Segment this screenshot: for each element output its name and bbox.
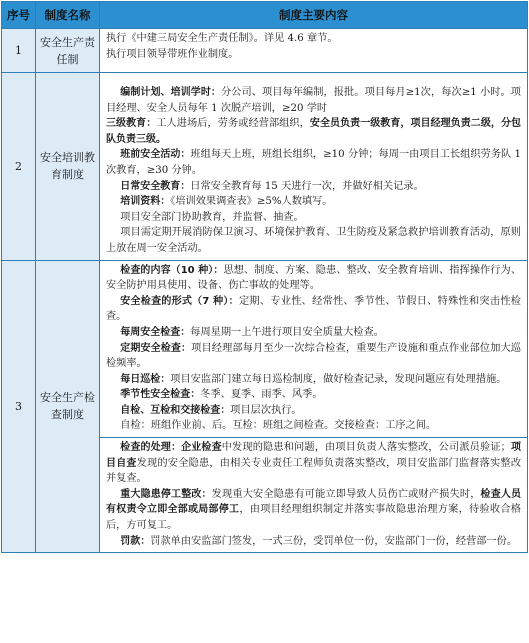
content-paragraph bbox=[106, 487, 521, 534]
content-paragraph bbox=[106, 534, 521, 550]
content-paragraph bbox=[106, 179, 521, 195]
bold-label: 定期安全检查： bbox=[120, 342, 192, 354]
content-paragraph bbox=[106, 387, 521, 403]
paragraph-text: 冬季、夏季、雨季、风季。 bbox=[200, 389, 323, 401]
bold-label: 检查人员有权责令立即全部或局部停工 bbox=[106, 488, 522, 516]
bold-label: 日常安全教育： bbox=[120, 180, 191, 192]
paragraph-text: 项目层次执行。 bbox=[230, 404, 302, 416]
bold-label: 罚款： bbox=[120, 535, 151, 547]
bold-label: 企业检查 bbox=[181, 442, 222, 454]
bold-label: 项目自查 bbox=[106, 442, 522, 469]
paragraph-text: ，由项目经理组织制定并落实事故隐患治理方案，待验收合格后，方可复工。 bbox=[106, 504, 521, 532]
row-number: 3 bbox=[2, 260, 36, 553]
bold-label: 检查的处理： bbox=[120, 442, 182, 454]
content-paragraph bbox=[106, 263, 521, 294]
bold-label: 自检、互检和交接检查： bbox=[120, 404, 231, 416]
bold-label: 安全检查的形式（7 种）： bbox=[120, 295, 239, 307]
regulation-table bbox=[1, 1, 528, 553]
header-content: 制度主要内容 bbox=[100, 2, 528, 29]
table-row bbox=[2, 29, 528, 73]
bold-label: 季节性安全检查： bbox=[120, 389, 201, 401]
row-name: 安全生产责任制 bbox=[36, 29, 100, 73]
paragraph-text: 项目安监部门建立每日巡检制度，做好检查记录，发现问题应有处理措施。 bbox=[170, 373, 507, 385]
content-paragraph bbox=[106, 325, 521, 341]
row-content bbox=[100, 438, 528, 553]
table-row bbox=[2, 73, 528, 261]
bold-label: 三级教育： bbox=[106, 118, 157, 130]
bold-label: 培训资料： bbox=[120, 196, 171, 208]
row-content bbox=[100, 29, 528, 73]
row-name: 安全生产检查制度 bbox=[36, 260, 100, 553]
bold-label: 安全员负责一级教育，项目经理负责二级，分包队负责三级。 bbox=[106, 118, 522, 145]
bold-label: 每周安全检查： bbox=[120, 326, 191, 338]
table-row bbox=[2, 260, 528, 438]
paragraph-text: 发现的安全隐患，由相关专业责任工程师负责落实整改，项目安监部门监督落实整改并复查。 bbox=[106, 457, 522, 485]
content-paragraph bbox=[106, 294, 521, 325]
row-number: 1 bbox=[2, 29, 36, 73]
paragraph-text: 《培训效果调查表》≥5%人数填写。 bbox=[170, 196, 333, 208]
bold-label: 检查的内容（10 种）： bbox=[120, 264, 224, 276]
bold-label: 班前安全活动： bbox=[120, 149, 191, 161]
bold-label: 重大隐患停工整改： bbox=[120, 488, 212, 500]
content-paragraph: 项目需定期开展消防保卫演习、环境保护教育、卫生防疫及紧急救护培训教育活动，原则上放在周一安全活动。 bbox=[106, 227, 521, 254]
content-paragraph bbox=[106, 85, 521, 116]
row-number: 2 bbox=[2, 73, 36, 261]
header-no: 序号 bbox=[2, 2, 36, 29]
paragraph-text: 日常安全教育每 15 天进行一次，并做好相关记录。 bbox=[190, 180, 424, 192]
content-paragraph bbox=[106, 440, 521, 487]
bold-label: 编制计划、培训学时： bbox=[120, 87, 221, 98]
content-paragraph bbox=[106, 194, 521, 210]
paragraph-text: 项目经理部每月至少一次综合检查，重要生产设施和重点作业部位加大巡检频率。 bbox=[106, 342, 521, 370]
paragraph-text: 工人进场后，劳务或经营部组织， bbox=[156, 118, 310, 130]
content-paragraph bbox=[106, 147, 521, 178]
content-paragraph bbox=[106, 372, 521, 388]
paragraph-text: 分公司、项目每年编制，报批。项目每月≥1次，每次≥1 小时。项目经理、安全人员每年 1 次脱产培训，≥20 学时 bbox=[106, 87, 521, 114]
content-line: 执行《中建三局安全生产责任制》。详见 4.6 章节。 bbox=[106, 33, 338, 44]
paragraph-text: 班组每天上班，班组长组织，≥10 分钟；每周一由项目工长组织劳务队 1 次教育，≥30 分钟。 bbox=[106, 149, 521, 176]
content-paragraph bbox=[106, 341, 521, 372]
paragraph-text: 罚款单由安监部门签发，一式三份，受罚单位一份，安监部门一份，经营部一份。 bbox=[150, 535, 518, 547]
row-name: 安全培训教育制度 bbox=[36, 73, 100, 261]
content-line: 执行项目领导带班作业制度。 bbox=[106, 48, 239, 60]
paragraph-text: 发现重大安全隐患有可能立即导致人员伤亡或财产损失时， bbox=[211, 488, 481, 500]
header-name: 制度名称 bbox=[36, 2, 100, 29]
content-paragraph: 自检：班组作业前、后。互检：班组之间检查。交接检查：工序之间。 bbox=[120, 420, 437, 432]
content-paragraph: 项目安全部门协助教育，并监督、抽查。 bbox=[120, 211, 304, 223]
bold-label: 每日巡检： bbox=[120, 373, 171, 385]
content-paragraph bbox=[106, 116, 521, 147]
row-content bbox=[100, 73, 528, 261]
table-header-row bbox=[2, 2, 528, 29]
paragraph-text: 思想、制度、方案、隐患、整改、安全教育培训、指挥操作行为、安全防护用具使用、设备、伤亡事故的处理等。 bbox=[106, 264, 522, 292]
paragraph-text: 每周星期一上午进行项目安全质量大检查。 bbox=[190, 326, 384, 338]
row-content bbox=[100, 260, 528, 438]
content-paragraph bbox=[106, 403, 521, 419]
paragraph-text: 定期、专业性、经常性、季节性、节假日、特殊性和突击性检查。 bbox=[106, 295, 521, 323]
paragraph-text: 中发现的隐患和问题，由项目负责人落实整改，公司派员验证； bbox=[221, 442, 511, 454]
